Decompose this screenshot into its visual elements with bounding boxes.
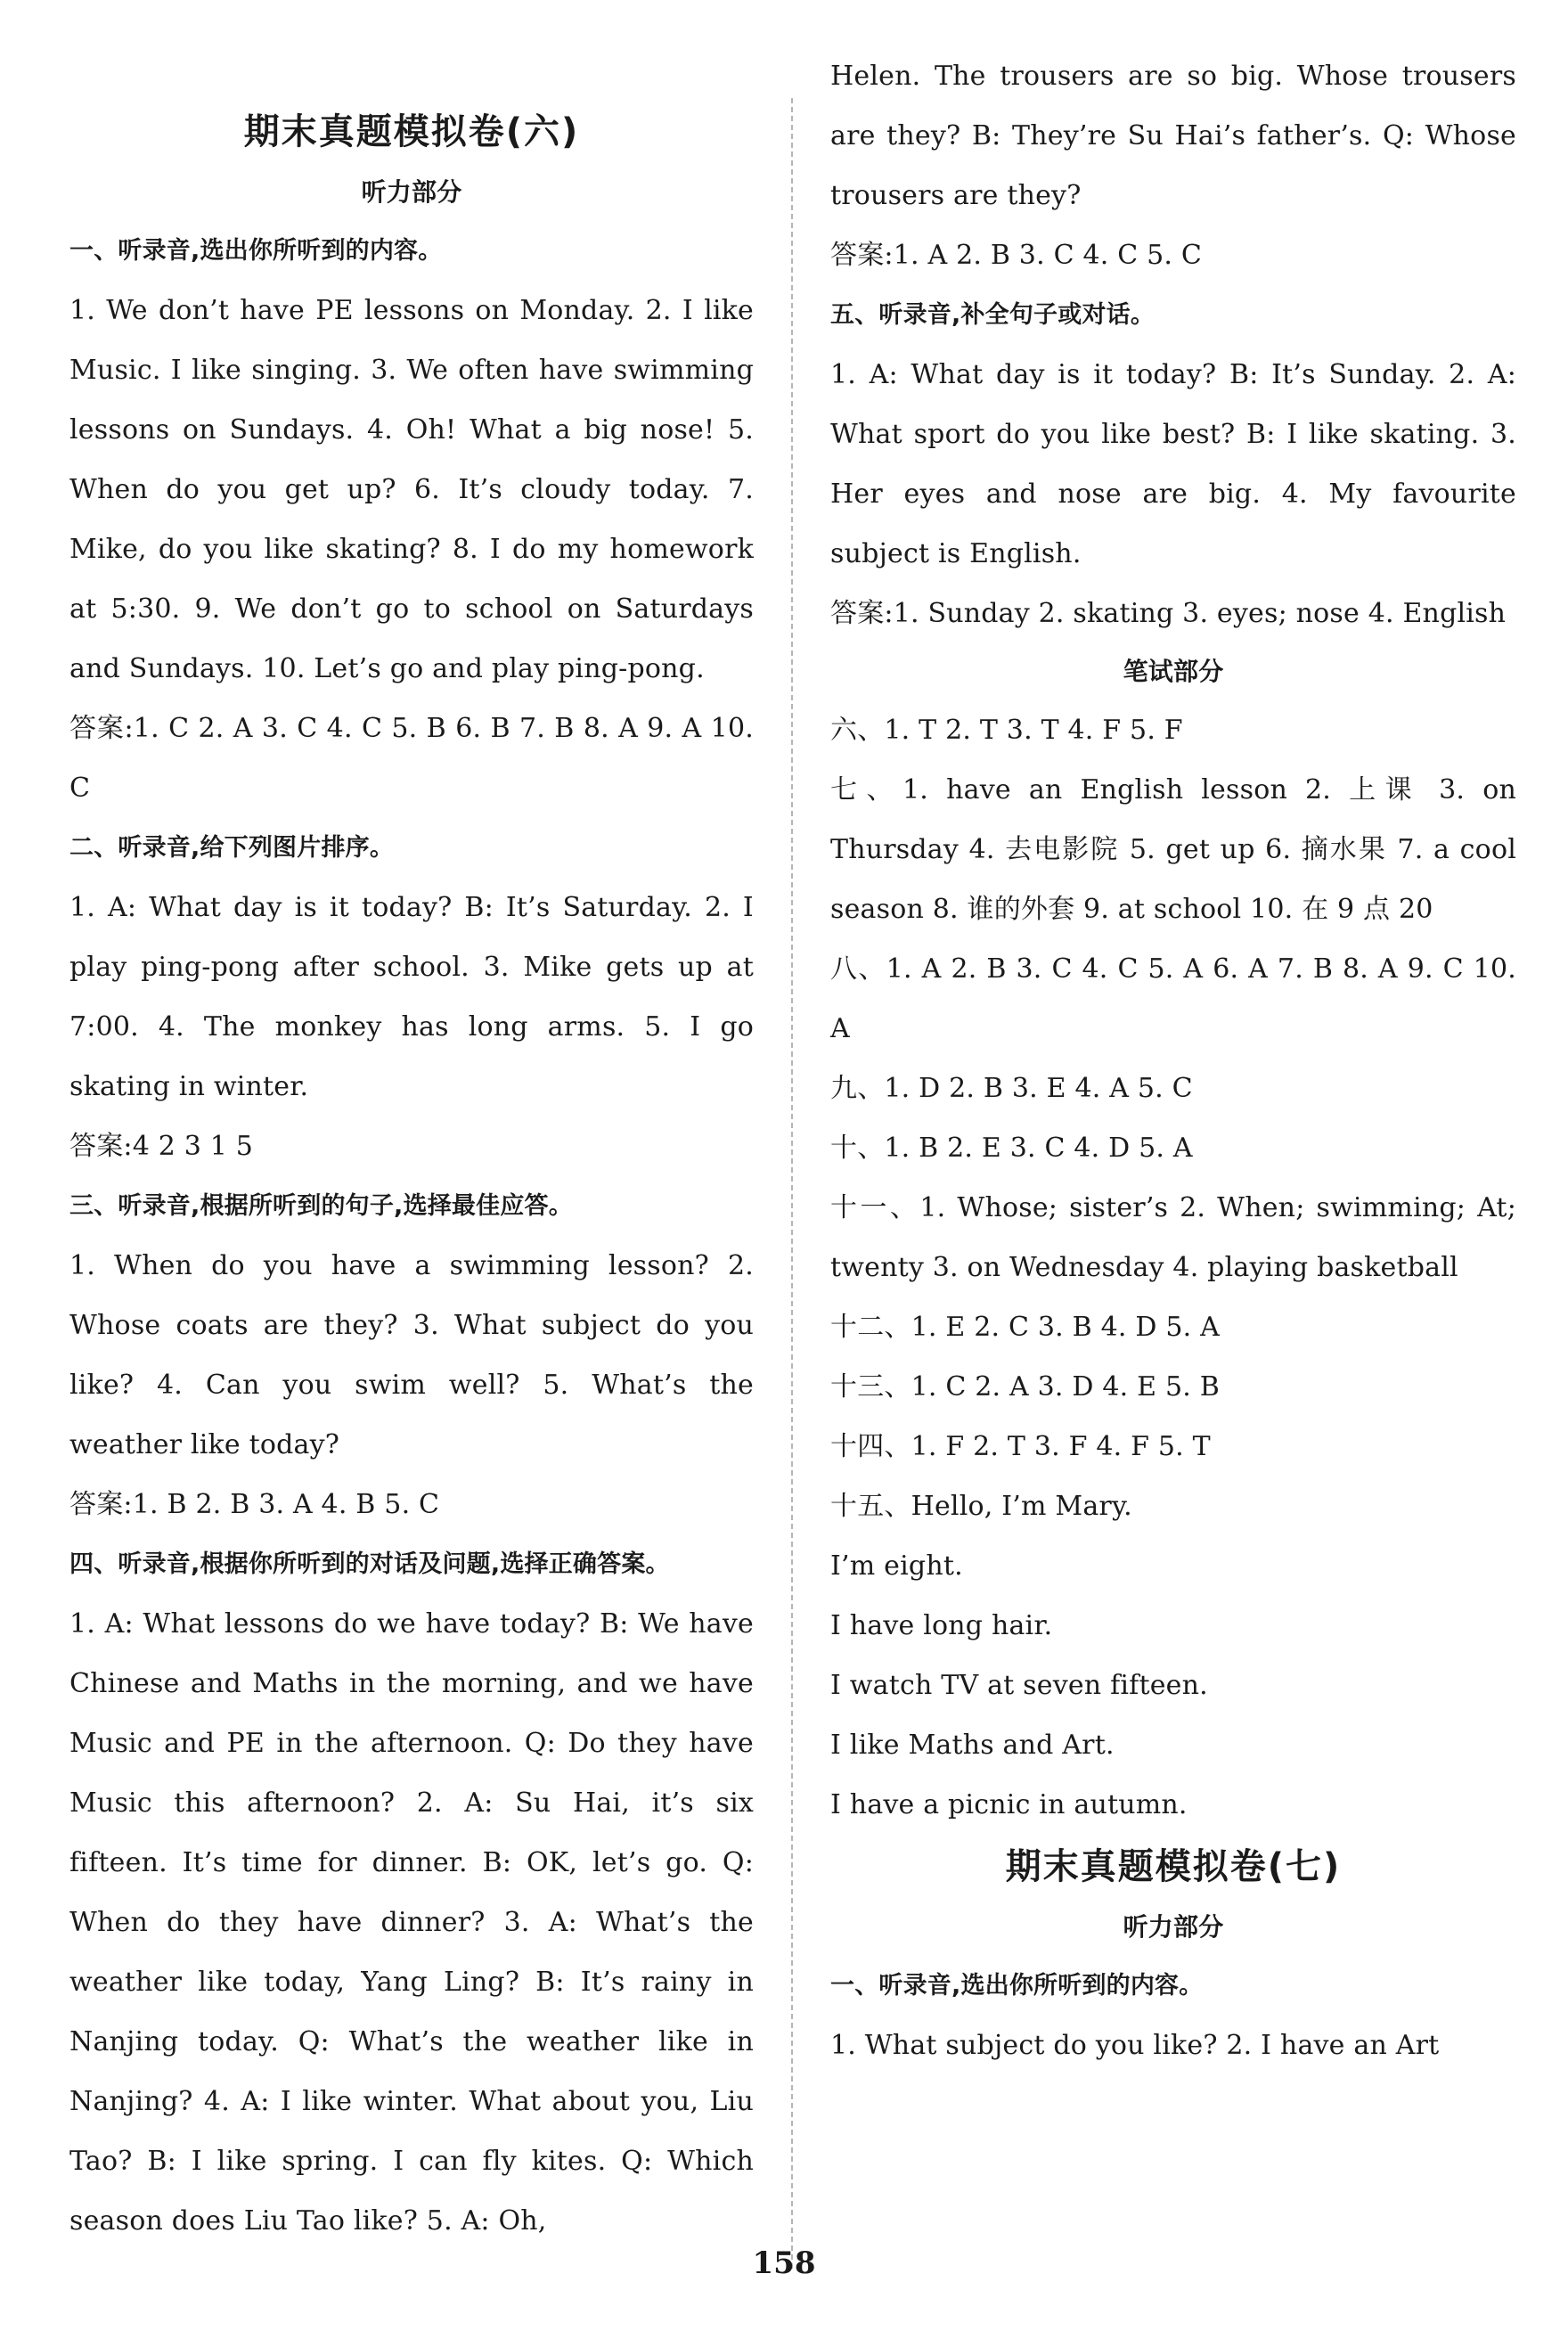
answers-12: 十二、1. E 2. C 3. B 4. D 5. A: [830, 1312, 1220, 1343]
right-column: [830, 46, 1516, 2075]
section-3-script: 1. When do you have a swimming lesson? 2. Whose coats are they? 3. What subject do you like? 4. Can you swim well? 5. What’s the weather like today?: [69, 1250, 754, 1460]
answers-15-line: I have long hair.: [830, 1610, 1053, 1641]
answers-15-line: I like Maths and Art.: [830, 1730, 1115, 1761]
section-2-answers: 答案:4 2 3 1 5: [69, 1131, 254, 1162]
section-4-answers: 答案:1. A 2. B 3. C 4. C 5. C: [830, 240, 1203, 271]
section-1-answers: 答案:1. C 2. A 3. C 4. C 5. B 6. B 7. B 8. A 9. A 10. C: [69, 713, 754, 804]
section-4-script-continued: Helen. The trousers are so big. Whose trousers are they? B: They’re Su Hai’s father’s. Q: Whose trousers are they?: [830, 61, 1516, 211]
column-divider: [791, 98, 793, 2269]
written-heading: 笔试部分: [1123, 657, 1224, 686]
answers-15-line: 十五、Hello, I’m Mary.: [830, 1491, 1132, 1522]
section-5-heading: 五、听录音,补全句子或对话。: [830, 301, 1156, 329]
answers-7: 七、1. have an English lesson 2. 上课 3. on Thursday 4. 去电影院 5. get up 6. 摘水果 7. a cool season 8. 谁的外套 9. at school 10. 在 9 点 20: [830, 774, 1516, 925]
answers-6: 六、1. T 2. T 3. T 4. F 5. F: [830, 715, 1183, 746]
answers-9: 九、1. D 2. B 3. E 4. A 5. C: [830, 1073, 1193, 1104]
section-2-heading: 二、听录音,给下列图片排序。: [69, 834, 395, 862]
exam-title-6: 期末真题模拟卷(六): [243, 111, 580, 152]
section-3-heading: 三、听录音,根据所听到的句子,选择最佳应答。: [69, 1192, 573, 1220]
answers-10: 十、1. B 2. E 3. C 4. D 5. A: [830, 1133, 1193, 1164]
section-3-answers: 答案:1. B 2. B 3. A 4. B 5. C: [69, 1489, 440, 1520]
section-5-answers: 答案:1. Sunday 2. skating 3. eyes; nose 4. English: [830, 598, 1507, 629]
section-1-heading: 一、听录音,选出你所听到的内容。: [69, 237, 443, 265]
answers-13: 十三、1. C 2. A 3. D 4. E 5. B: [830, 1371, 1220, 1403]
section-4-script: 1. A: What lessons do we have today? B: We have Chinese and Maths in the morning, and we have Music and PE in the afternoon. Q: Do they have Music this afternoon? 2. A: Su Hai, it’s six fifteen. It’s time for dinner. B: OK, let’s go. Q: When do they have dinner? 3. A: What’s the weather like today, Yang Ling? B: It’s rainy in Nanjing today. Q: What’s the weather like in Nanjing? 4. A: I like winter. What about you, Liu Tao? B: I like spring. I can fly kites. Q: Which season does Liu Tao like? 5. A: Oh,: [69, 1608, 754, 2237]
section-5-script: 1. A: What day is it today? B: It’s Sunday. 2. A: What sport do you like best? B: I like skating. 3. Her eyes and nose are big. 4. My favourite subject is English.: [830, 359, 1516, 569]
listening-heading: 听力部分: [361, 177, 462, 207]
section-2-script: 1. A: What day is it today? B: It’s Saturday. 2. I play ping-pong after school. 3. Mike gets up at 7:00. 4. The monkey has long arms. 5. I go skating in winter.: [69, 892, 754, 1102]
answers-15-line: I have a picnic in autumn.: [830, 1789, 1188, 1820]
exam-title-7: 期末真题模拟卷(七): [1005, 1846, 1342, 1887]
section-1-heading-7: 一、听录音,选出你所听到的内容。: [830, 1972, 1204, 2000]
answers-11: 十一、1. Whose; sister’s 2. When; swimming; At; twenty 3. on Wednesday 4. playing basketball: [830, 1192, 1516, 1283]
answers-15-line: I’m eight.: [830, 1550, 963, 1582]
listening-heading-7: 听力部分: [1123, 1912, 1224, 1942]
section-4-heading: 四、听录音,根据你所听到的对话及问题,选择正确答案。: [69, 1550, 670, 1578]
section-1-script: 1. We don’t have PE lessons on Monday. 2. I like Music. I like singing. 3. We often have swimming lessons on Sundays. 4. Oh! What a big nose! 5. When do you get up? 6. It’s cloudy today. 7. Mike, do you like skating? 8. I do my homework at 5:30. 9. We don’t go to school on Saturdays and Sundays. 10. Let’s go and play ping-pong.: [69, 295, 754, 684]
page-number: 158: [752, 2245, 816, 2281]
answers-8: 八、1. A 2. B 3. C 4. C 5. A 6. A 7. B 8. A 9. C 10. A: [830, 953, 1516, 1044]
answers-14: 十四、1. F 2. T 3. F 4. F 5. T: [830, 1431, 1211, 1462]
left-column: [69, 100, 754, 2251]
section-1-script-7: 1. What subject do you like? 2. I have an Art: [830, 2030, 1440, 2061]
answers-15-line: I watch TV at seven fifteen.: [830, 1670, 1208, 1701]
